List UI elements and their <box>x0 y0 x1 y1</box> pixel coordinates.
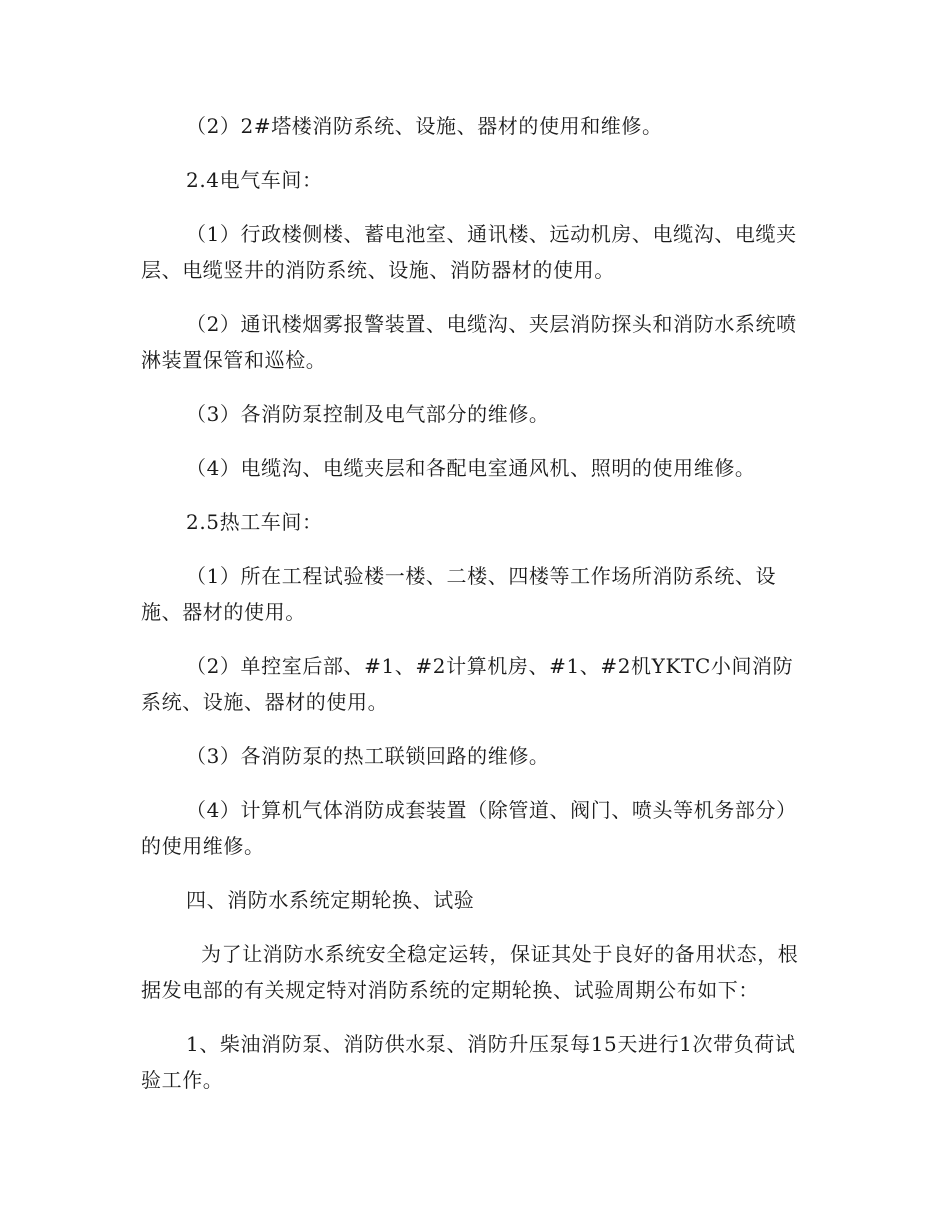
paragraph-electrical-4: （4）电缆沟、电缆夹层和各配电室通风机、照明的使用维修。 <box>186 456 756 480</box>
paragraph-thermal-2: （2）单控室后部、#1、#2计算机房、#1、#2机YKTC小间消防系统、设施、器材的使用。 <box>141 654 794 714</box>
document-body <box>141 108 813 1116</box>
paragraph-thermal-1: （1）所在工程试验楼一楼、二楼、四楼等工作场所消防系统、设施、器材的使用。 <box>141 564 777 624</box>
section-heading-thermal: 2.5热工车间： <box>186 510 323 534</box>
paragraph-electrical-3: （3）各消防泵控制及电气部分的维修。 <box>186 402 550 426</box>
section-heading-electrical: 2.4电气车间： <box>186 168 323 192</box>
paragraph-thermal-3: （3）各消防泵的热工联锁回路的维修。 <box>186 744 550 768</box>
section-heading-rotation-test: 四、消防水系统定期轮换、试验 <box>186 888 475 912</box>
paragraph-item-2-tower: （2）2#塔楼消防系统、设施、器材的使用和维修。 <box>186 114 663 138</box>
paragraph-rotation-1: 1、柴油消防泵、消防供水泵、消防升压泵每15天进行1次带负荷试验工作。 <box>141 1032 796 1092</box>
paragraph-rotation-intro: 为了让消防水系统安全稳定运转，保证其处于良好的备用状态，根据发电部的有关规定特对消防系统的定期轮换、试验周期公布如下： <box>141 942 799 1002</box>
paragraph-electrical-2: （2）通讯楼烟雾报警装置、电缆沟、夹层消防探头和消防水系统喷淋装置保管和巡检。 <box>141 312 797 372</box>
paragraph-thermal-4: （4）计算机气体消防成套装置（除管道、阀门、喷头等机务部分）的使用维修。 <box>141 798 797 858</box>
paragraph-electrical-1: （1）行政楼侧楼、蓄电池室、通讯楼、远动机房、电缆沟、电缆夹层、电缆竖井的消防系统、设施、消防器材的使用。 <box>141 222 797 282</box>
